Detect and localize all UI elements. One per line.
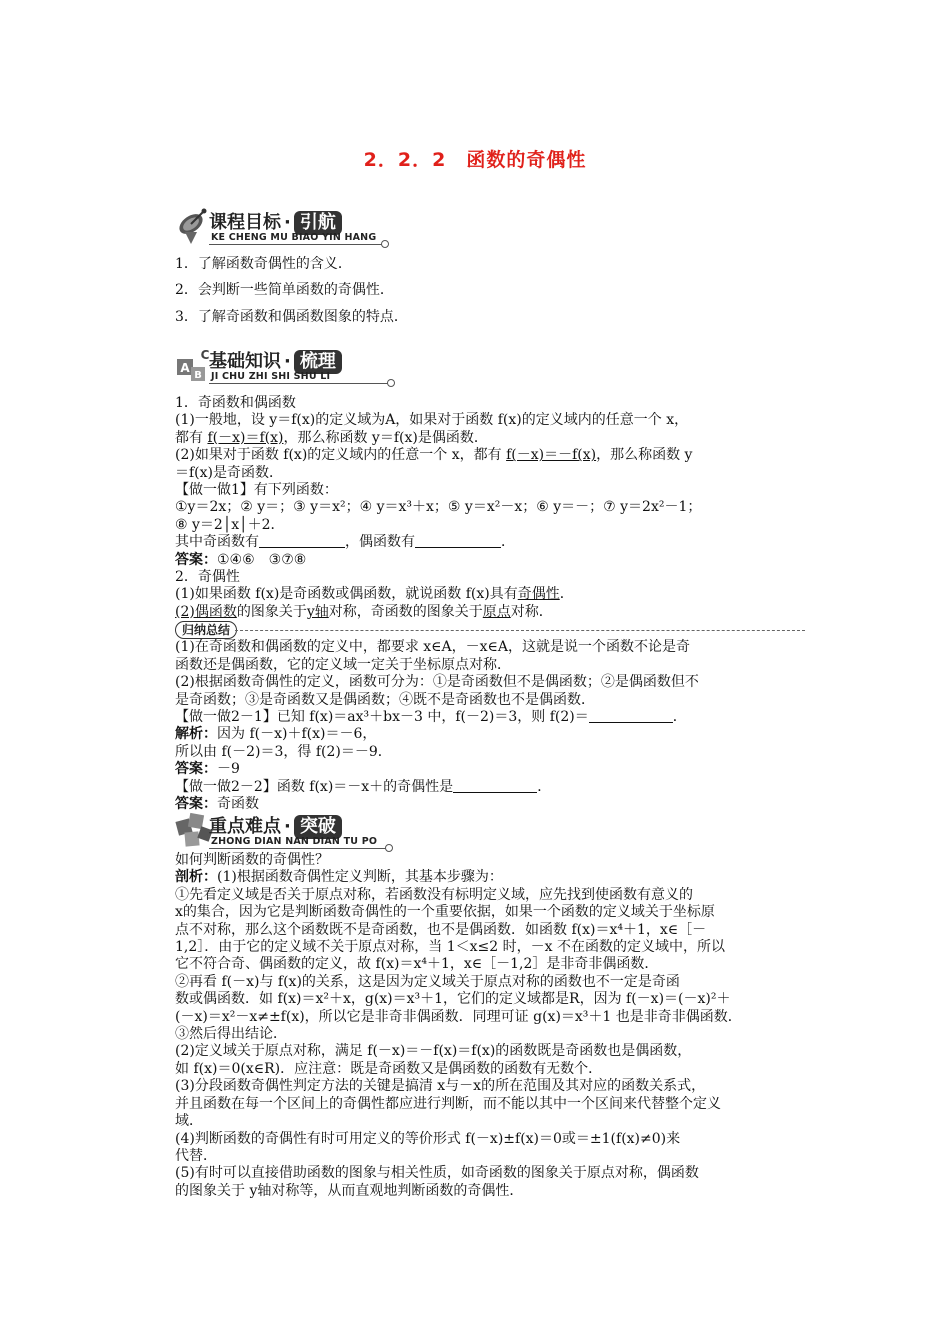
answer-blank [453, 779, 537, 793]
text: ，那么称函数 y [596, 447, 693, 464]
exercise-label: 【做一做2－2】 [175, 778, 277, 795]
analysis-line: 数或偶函数．如 f(x)＝x²＋x，g(x)＝x³＋1，它们的定义域都是R，因为 f(－x)＝(－x)²＋ [175, 991, 731, 1008]
banner-underline [209, 848, 387, 849]
summary-line: (1)在奇函数和偶函数的定义中，都要求 x∈A，－x∈A，这就是说一个函数不论是奇 [175, 639, 691, 656]
analysis-line: (－x)＝x²－x≠±f(x)，所以它是非奇非偶函数．同理可证 g(x)＝x³＋1 也是非奇非偶函数． [175, 1008, 742, 1025]
text: 对称，奇函数的图象关于 [328, 603, 483, 620]
banner-endcap [385, 844, 393, 852]
underlined-term: y轴 [306, 603, 329, 620]
banner-boxed-text: 突破 [294, 815, 342, 839]
text: ，那么称函数 y＝f(x)是偶函数． [283, 429, 488, 446]
definition-even-line [175, 430, 805, 447]
text: 已知 f(x)＝ax³＋bx－3 中，f(－2)＝3，则 f(2)＝ [276, 708, 589, 725]
answer-text: ①④⑥ ③⑦⑧ [217, 551, 307, 568]
answer-text: 奇函数 [217, 795, 259, 812]
goal-item: 2．会判断一些简单函数的奇偶性． [175, 282, 394, 299]
exercise-label: 【做一做1】 [175, 482, 254, 499]
summary-line: 函数还是偶函数，它的定义域一定关于坐标原点对称． [175, 656, 511, 673]
text: 函数 f(x)＝－x＋的奇偶性是 [276, 778, 454, 795]
key-question: 如何判断函数的奇偶性？ [175, 852, 329, 868]
summary-dashed-rule [235, 630, 805, 631]
analysis-line: 如 f(x)＝0(x∈R)．应注意：既是奇函数又是偶函数的函数有无数个． [175, 1060, 603, 1077]
basics-heading: 2．奇偶性 [175, 569, 240, 586]
analysis-line: 的图象关于 y轴对称等，从而直观地判断函数的奇偶性． [175, 1182, 524, 1199]
basics-heading: 1．奇函数和偶函数 [175, 395, 296, 411]
exercise-1-functions: ⑧ y＝2│x│＋2． [175, 516, 285, 533]
banner-boxed-text: 梳理 [294, 350, 342, 374]
text: ． [501, 534, 515, 551]
analysis-line: (2)定义域关于原点对称，满足 f(－x)＝－f(x)＝f(x)的函数既是奇函数也是偶函数， [175, 1043, 692, 1060]
definition-odd-line: ＝f(x)是奇函数． [175, 464, 284, 481]
text: ． [672, 708, 687, 725]
summary-tag: 归纳总结 [175, 621, 237, 639]
analysis-line: 点不对称，那么这个函数既不是奇函数，也不是偶函数．如函数 f(x)＝x⁴＋1，x∈［－ [175, 921, 707, 938]
banner-pinyin: JI CHU ZHI SHI SHU LI [211, 371, 331, 382]
analysis-line: ①先看定义域是否关于原点对称，若函数没有标明定义域，应先找到使函数有意义的 [175, 886, 693, 903]
banner-main-text: 课程目标 [209, 212, 281, 233]
exercise-1 [175, 482, 805, 499]
text: ． [537, 778, 552, 795]
section-title: 2．2．2 函数的奇偶性 [363, 149, 587, 171]
text: 对称． [510, 603, 553, 620]
answer-label: 答案： [175, 551, 217, 568]
banner-dot: · [284, 816, 291, 837]
analysis-line: ③然后得出结论． [175, 1026, 287, 1043]
text: 的图象关于 [236, 603, 307, 620]
exercise-1-functions: ①y＝2x；② y＝；③ y＝x²；④ y＝x³＋x；⑤ y＝x²－x；⑥ y＝－；⑦ y＝2x²－1； [175, 499, 702, 516]
analysis-line: 它不符合奇、偶函数的定义，故 f(x)＝x⁴＋1，x∈［－1,2］是非奇非偶函数． [175, 956, 659, 973]
text: (2)如果对于函数 f(x)的定义域内的任意一个 x，都有 [175, 447, 507, 464]
banner-endcap [387, 379, 395, 387]
text: 其中奇函数有 [175, 534, 259, 551]
solution-label: 解析： [175, 726, 217, 743]
banner-title [209, 812, 342, 839]
goals-list [175, 256, 805, 326]
banner-main-text: 基础知识 [209, 351, 281, 372]
parity-line [175, 586, 805, 603]
analysis-line: 1,2］．由于它的定义域不关于原点对称，当 1＜x≤2 时，－x 不在函数的定义域中，所以 [175, 939, 725, 956]
basics-section [175, 395, 805, 813]
analysis-line: (4)判断函数的奇偶性有时可用定义的等价形式 f(－x)±f(x)＝0或＝±1(f(x)≠0)来 [175, 1130, 681, 1147]
banner-key-points [175, 810, 405, 854]
exercise-label: 【做一做2－1】 [175, 708, 277, 725]
text: 有下列函数： [253, 482, 338, 499]
analysis-line: ②再看 f(－x)与 f(x)的关系，这是因为定义域关于原点对称的函数也不一定是奇函 [175, 973, 680, 990]
analysis-line: (3)分段函数奇偶性判定方法的关键是搞清 x与－x的所在范围及其对应的函数关系式， [175, 1078, 706, 1095]
banner-main-text: 重点难点 [209, 816, 281, 837]
text: 都有 [175, 429, 208, 446]
answer-blank [259, 534, 345, 548]
parity-line [175, 604, 805, 621]
goal-item: 3．了解奇函数和偶函数图象的特点． [175, 308, 408, 325]
analysis-line: x的集合，因为它是判断函数奇偶性的一个重要依据，如果一个函数的定义域关于坐标原 [175, 904, 715, 921]
goal-item: 1．了解函数奇偶性的含义． [175, 256, 352, 272]
summary-tag-bar [175, 621, 805, 639]
banner-title [209, 208, 342, 235]
exercise-2-1-answer [175, 761, 805, 778]
text: (1)如果函数 f(x)是奇函数或偶函数，就说函数 f(x)具有 [175, 586, 518, 603]
banner-dot: · [284, 351, 291, 372]
analysis-line: 域． [175, 1113, 203, 1130]
answer-blank [415, 534, 501, 548]
exercise-2-1 [175, 709, 805, 726]
exercise-1-question [175, 534, 805, 551]
banner-boxed-text: 引航 [294, 211, 342, 235]
underlined-formula: f(－x)＝f(x) [207, 429, 284, 446]
svg-text:A: A [180, 361, 190, 375]
banner-endcap [381, 240, 389, 248]
text: ． [559, 586, 574, 603]
summary-line: 是奇函数；③是奇函数又是偶函数；④既不是奇函数也不是偶函数． [175, 691, 595, 708]
exercise-2-1-solution [175, 726, 805, 743]
underlined-term: (2)偶函数 [175, 603, 237, 620]
banner-underline [209, 244, 384, 245]
analysis-line: 并且函数在每一个区间上的奇偶性都应进行判断，而不能以其中一个区间来代替整个定义 [175, 1095, 721, 1112]
answer-text: －9 [217, 761, 240, 778]
exercise-2-2 [175, 779, 805, 796]
banner-dot: · [284, 212, 291, 233]
banner-title [209, 347, 342, 374]
analysis-line: 代替． [175, 1147, 217, 1164]
analysis-intro [175, 869, 805, 886]
underlined-term: 原点 [482, 603, 511, 620]
banner-underline [209, 383, 389, 384]
definition-even-line: (1)一般地，设 y＝f(x)的定义域为A，如果对于函数 f(x)的定义域内的任意一个 x， [175, 412, 689, 429]
analysis-label: 剖析： [175, 869, 217, 886]
underlined-term: 奇偶性 [517, 586, 560, 603]
underlined-formula: f(－x)＝－f(x) [506, 447, 597, 464]
banner-course-goals [175, 206, 405, 250]
exercise-1-answer [175, 552, 805, 569]
answer-blank [589, 709, 673, 723]
banner-basic-knowledge [175, 345, 405, 389]
analysis-text: (1)根据函数奇偶性定义判断，其基本步骤为： [217, 869, 503, 886]
definition-odd-line [175, 447, 805, 464]
answer-label: 答案： [175, 795, 217, 812]
key-points-section [175, 852, 805, 1200]
svg-text:B: B [194, 370, 202, 381]
banner-pinyin: ZHONG DIAN NAN DIAN TU PO [211, 836, 378, 847]
text: ，偶函数有 [345, 534, 415, 551]
banner-pinyin: KE CHENG MU BIAO YIN HANG [211, 232, 377, 243]
analysis-line: (5)有时可以直接借助函数的图象与相关性质，如奇函数的图象关于原点对称，偶函数 [175, 1165, 699, 1182]
solution-text: 所以由 f(－2)＝3，得 f(2)＝－9． [175, 743, 392, 760]
svg-text:C: C [200, 348, 210, 362]
solution-text: 因为 f(－x)＋f(x)＝－6， [217, 726, 377, 743]
summary-line: (2)根据函数奇偶性的定义，函数可分为：①是奇函数但不是偶函数；②是偶函数但不 [175, 674, 699, 691]
answer-label: 答案： [175, 761, 217, 778]
